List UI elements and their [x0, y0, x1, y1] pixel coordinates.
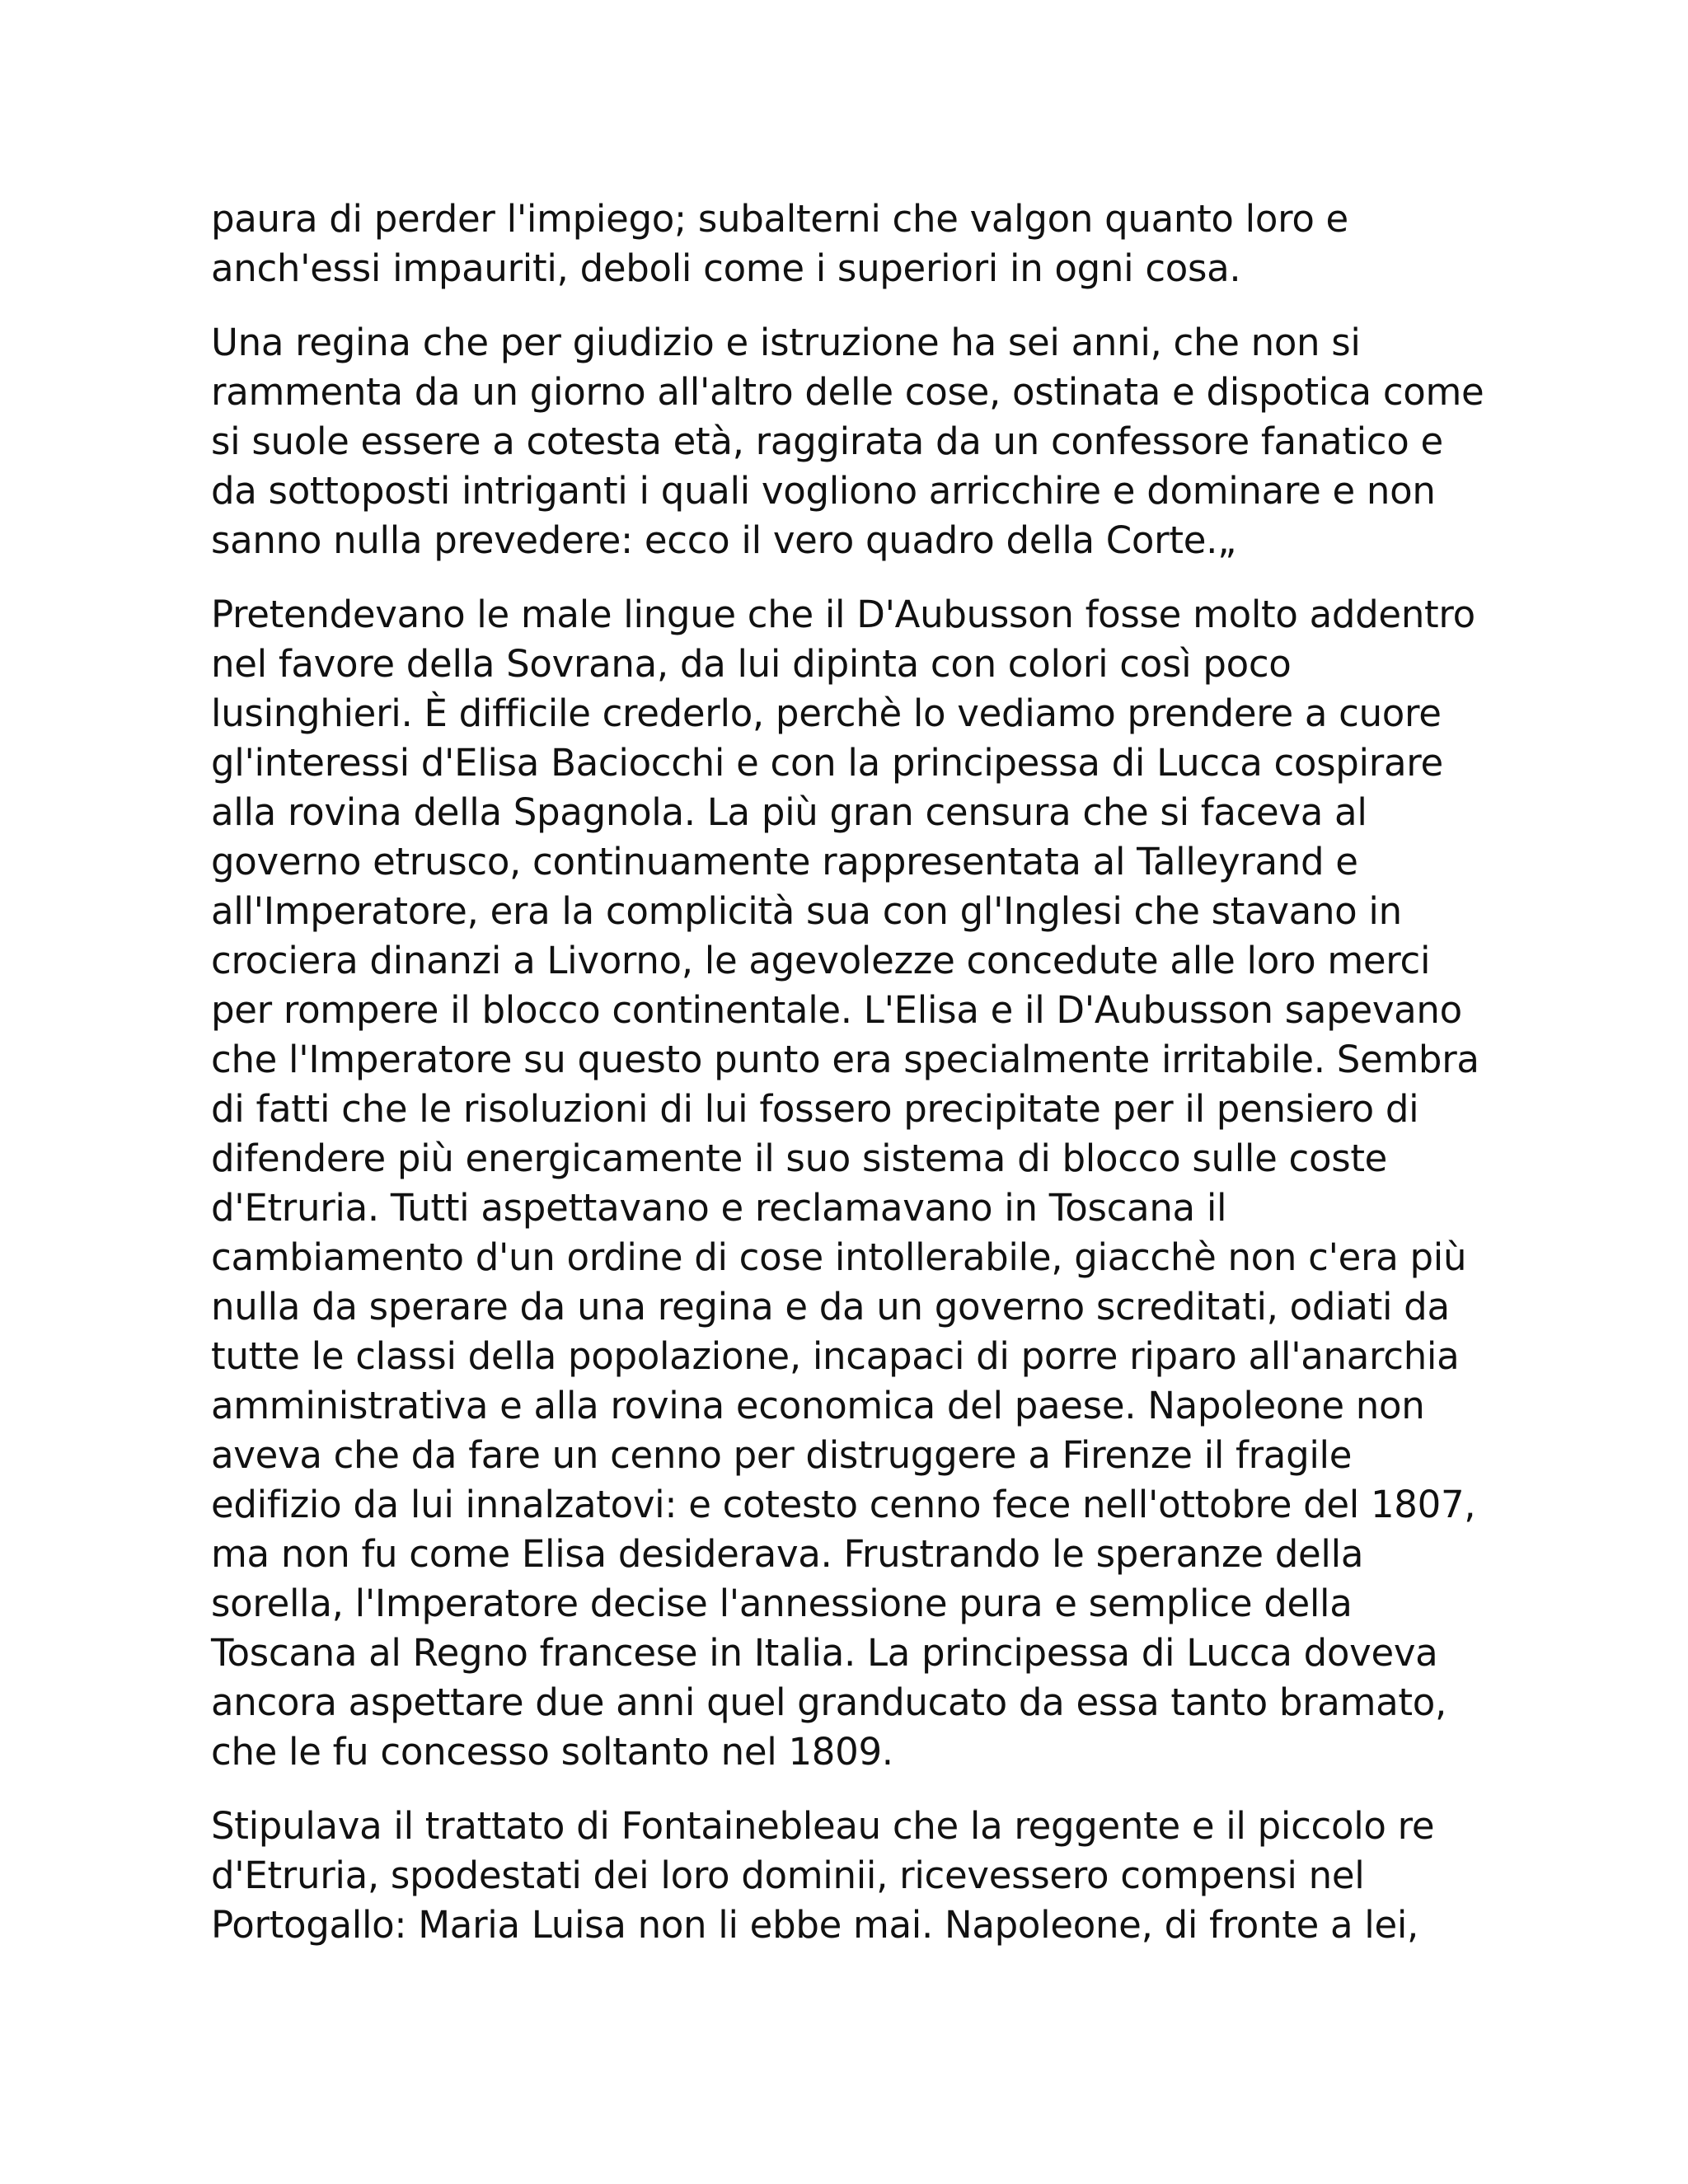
paragraph: Una regina che per giudizio e istruzione ha sei anni, che non si rammenta da un giorno all'altro delle cose, ostinata e dispotica come si suole essere a cotesta età, raggirata da un confessore fanatico e da sottoposti intriganti i quali vogliono arricchire e dominare e non sanno nulla prevedere: ecco il vero quadro della Corte.„ — [211, 321, 1484, 562]
paragraph: Pretendevano le male lingue che il D'Aubusson fosse molto addentro nel favore della Sovrana, da lui dipinta con colori così poco lusinghieri. È difficile crederlo, perchè lo vediamo prendere a cuore gl'interessi d'Elisa Baciocchi e con la principessa di Lucca cospirare alla rovina della Spagnola. La più gran censura che si faceva al governo etrusco, continuamente rappresentata al Talleyrand e all'Imperatore, era la complicità sua con gl'Inglesi che stavano in crociera dinanzi a Livorno, le agevolezze concedute alle loro merci per rompere il blocco continentale. L'Elisa e il D'Aubusson sapevano che l'Imperatore su questo punto era specialmente irritabile. Sembra di fatti che le risoluzioni di lui fossero precipitate per il pensiero di difendere più energicamente il suo sistema di blocco sulle coste d'Etruria. Tutti aspettavano e reclamavano in Toscana il cambiamento d'un ordine di cose intollerabile, giacchè non c'era più nulla da sperare da una regina e da un governo screditati, odiati da tutte le classi della popolazione, incapaci di porre riparo all'anarchia amministrativa e alla rovina economica del paese. Napoleone non aveva che da fare un cenno per distruggere a Firenze il fragile edifizio da lui innalzatovi: e cotesto cenno fece nell'ottobre del 1807, ma non fu come Elisa desiderava. Frustrando le speranze della sorella, l'Imperatore decise l'annessione pura e semplice della Toscana al Regno francese in Italia. La principessa di Lucca doveva ancora aspettare due anni quel granducato da essa tanto bramato, che le fu concesso soltanto nel 1809. — [211, 593, 1479, 1774]
paragraph: Stipulava il trattato di Fontainebleau che la reggente e il piccolo re d'Etruria, spodestati dei loro dominii, ricevessero compensi nel Portogallo: Maria Luisa non li ebbe mai. Napoleone, di fronte a lei, — [211, 1804, 1435, 1947]
document-page — [211, 194, 1497, 1975]
paragraph: paura di perder l'impiego; subalterni che valgon quanto loro e anch'essi impauriti, deboli come i superiori in ogni cosa. — [211, 197, 1348, 290]
